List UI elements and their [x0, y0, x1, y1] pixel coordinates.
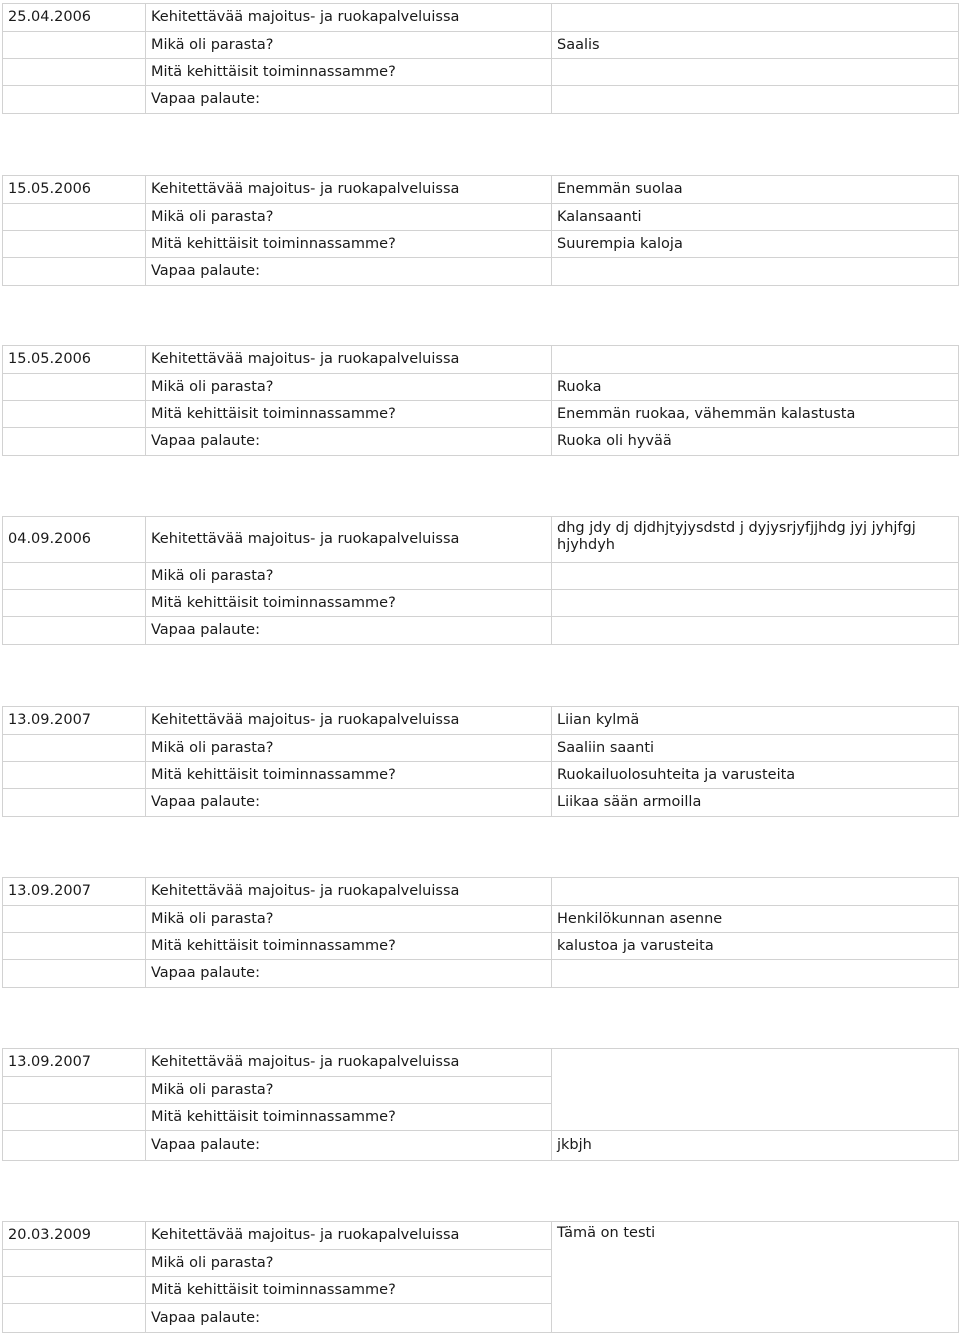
empty-cell	[3, 428, 146, 456]
best-label: Mikä oli parasta?	[146, 204, 552, 231]
category-answer	[552, 1049, 959, 1131]
category-label: Kehitettävää majoitus- ja ruokapalveluissa	[146, 1049, 552, 1077]
category-answer: dhg jdy dj djdhjtyjysdstd j dyjysrjyfjjhdg jyj jyhjfgj hjyhdyh	[552, 517, 959, 563]
empty-cell	[3, 204, 146, 231]
entry-date: 15.05.2006	[3, 176, 146, 204]
free-feedback-answer	[552, 960, 959, 988]
category-answer: Enemmän suolaa	[552, 176, 959, 204]
feedback-entry	[2, 706, 958, 817]
improve-label: Mitä kehittäisit toiminnassamme?	[146, 762, 552, 789]
empty-cell	[3, 563, 146, 590]
improve-label: Mitä kehittäisit toiminnassamme?	[146, 933, 552, 960]
best-label: Mikä oli parasta?	[146, 1250, 552, 1277]
improve-label: Mitä kehittäisit toiminnassamme?	[146, 59, 552, 86]
empty-cell	[3, 789, 146, 817]
improve-answer	[552, 59, 959, 86]
best-answer: Ruoka	[552, 374, 959, 401]
empty-cell	[3, 960, 146, 988]
best-answer: Henkilökunnan asenne	[552, 906, 959, 933]
free-feedback-answer	[552, 86, 959, 114]
empty-cell	[3, 1250, 146, 1277]
free-feedback-answer: Liikaa sään armoilla	[552, 789, 959, 817]
empty-cell	[3, 401, 146, 428]
feedback-entry	[2, 345, 958, 456]
empty-cell	[3, 762, 146, 789]
empty-cell	[3, 374, 146, 401]
free-feedback-answer	[552, 617, 959, 645]
free-feedback-label: Vapaa palaute:	[146, 86, 552, 114]
improve-answer: Enemmän ruokaa, vähemmän kalastusta	[552, 401, 959, 428]
category-label: Kehitettävää majoitus- ja ruokapalveluissa	[146, 176, 552, 204]
improve-answer: kalustoa ja varusteita	[552, 933, 959, 960]
category-answer	[552, 878, 959, 906]
improve-answer	[552, 590, 959, 617]
free-feedback-label: Vapaa palaute:	[146, 258, 552, 286]
free-feedback-label: Vapaa palaute:	[146, 960, 552, 988]
empty-cell	[3, 32, 146, 59]
empty-cell	[3, 1131, 146, 1161]
best-label: Mikä oli parasta?	[146, 735, 552, 762]
feedback-entry	[2, 1221, 958, 1333]
category-answer: Tämä on testi	[552, 1222, 959, 1333]
free-feedback-label: Vapaa palaute:	[146, 1131, 552, 1161]
entry-date: 25.04.2006	[3, 4, 146, 32]
feedback-entry	[2, 516, 958, 645]
category-label: Kehitettävää majoitus- ja ruokapalveluissa	[146, 1222, 552, 1250]
entry-date: 13.09.2007	[3, 707, 146, 735]
empty-cell	[3, 590, 146, 617]
feedback-entry	[2, 1048, 958, 1161]
entry-date: 04.09.2006	[3, 517, 146, 563]
empty-cell	[3, 1104, 146, 1131]
empty-cell	[3, 617, 146, 645]
empty-cell	[3, 906, 146, 933]
empty-cell	[3, 231, 146, 258]
best-label: Mikä oli parasta?	[146, 1077, 552, 1104]
empty-cell	[3, 1304, 146, 1333]
best-label: Mikä oli parasta?	[146, 906, 552, 933]
improve-label: Mitä kehittäisit toiminnassamme?	[146, 590, 552, 617]
empty-cell	[3, 1277, 146, 1304]
empty-cell	[3, 1077, 146, 1104]
improve-label: Mitä kehittäisit toiminnassamme?	[146, 1277, 552, 1304]
category-answer	[552, 4, 959, 32]
feedback-entry	[2, 175, 958, 286]
category-label: Kehitettävää majoitus- ja ruokapalveluissa	[146, 707, 552, 735]
entry-date: 20.03.2009	[3, 1222, 146, 1250]
best-answer: Saaliin saanti	[552, 735, 959, 762]
best-label: Mikä oli parasta?	[146, 563, 552, 590]
free-feedback-answer: jkbjh	[552, 1131, 959, 1161]
free-feedback-label: Vapaa palaute:	[146, 617, 552, 645]
improve-answer: Ruokailuolosuhteita ja varusteita	[552, 762, 959, 789]
improve-answer: Suurempia kaloja	[552, 231, 959, 258]
free-feedback-label: Vapaa palaute:	[146, 428, 552, 456]
entry-date: 15.05.2006	[3, 346, 146, 374]
category-label: Kehitettävää majoitus- ja ruokapalveluissa	[146, 346, 552, 374]
best-label: Mikä oli parasta?	[146, 32, 552, 59]
feedback-entry	[2, 877, 958, 988]
free-feedback-label: Vapaa palaute:	[146, 1304, 552, 1333]
category-label: Kehitettävää majoitus- ja ruokapalveluissa	[146, 878, 552, 906]
improve-label: Mitä kehittäisit toiminnassamme?	[146, 231, 552, 258]
category-answer	[552, 346, 959, 374]
category-label: Kehitettävää majoitus- ja ruokapalveluissa	[146, 517, 552, 563]
entry-date: 13.09.2007	[3, 878, 146, 906]
free-feedback-answer: Ruoka oli hyvää	[552, 428, 959, 456]
best-label: Mikä oli parasta?	[146, 374, 552, 401]
best-answer	[552, 563, 959, 590]
improve-label: Mitä kehittäisit toiminnassamme?	[146, 401, 552, 428]
empty-cell	[3, 86, 146, 114]
best-answer: Saalis	[552, 32, 959, 59]
best-answer: Kalansaanti	[552, 204, 959, 231]
empty-cell	[3, 933, 146, 960]
category-answer: Liian kylmä	[552, 707, 959, 735]
category-label: Kehitettävää majoitus- ja ruokapalveluissa	[146, 4, 552, 32]
free-feedback-answer	[552, 258, 959, 286]
improve-label: Mitä kehittäisit toiminnassamme?	[146, 1104, 552, 1131]
free-feedback-label: Vapaa palaute:	[146, 789, 552, 817]
empty-cell	[3, 735, 146, 762]
entry-date: 13.09.2007	[3, 1049, 146, 1077]
feedback-entry	[2, 3, 958, 114]
empty-cell	[3, 59, 146, 86]
empty-cell	[3, 258, 146, 286]
